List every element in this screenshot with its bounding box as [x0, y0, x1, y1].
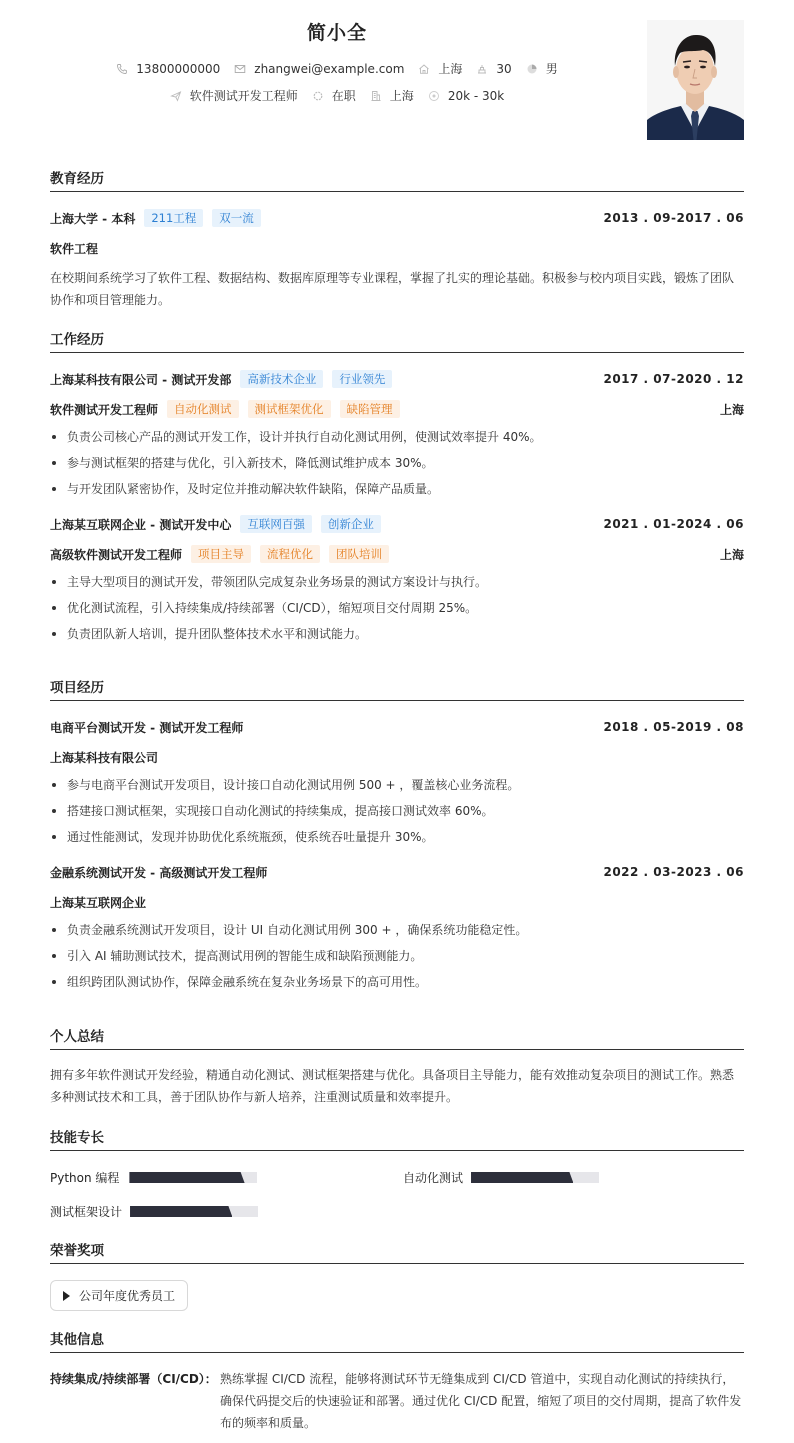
other-item: [50, 1368, 744, 1434]
skill-name: Python 编程: [50, 1171, 120, 1185]
bullet-item: 负责金融系统测试开发项目，设计 UI 自动化测试用例 300 + ，确保系统功能稳定性。: [50, 917, 744, 943]
home-icon: [418, 63, 430, 75]
work-bullets: [50, 569, 744, 647]
project-item: [50, 717, 744, 850]
resume-header: [50, 0, 744, 150]
bullet-item: 主导大型项目的测试开发，带领团队完成复杂业务场景的测试方案设计与执行。: [50, 569, 744, 595]
info-city: [418, 60, 462, 77]
age-icon: [476, 63, 488, 75]
position-name: 高级软件测试开发工程师: [50, 547, 183, 562]
candidate-name: 简小全: [306, 22, 367, 44]
bullet-item: 组织跨团队测试协作，保障金融系统在复杂业务场景下的高可用性。: [50, 969, 744, 995]
resume-page: [50, 0, 744, 1430]
project-date: 2018 . 05-2019 . 08: [603, 720, 744, 734]
info-salary: [428, 89, 504, 103]
work-date: 2021 . 01-2024 . 06: [603, 517, 744, 531]
work-location: 上海: [719, 402, 744, 417]
bullet-item: 负责公司核心产品的测试开发工作，设计并执行自动化测试用例，使测试效率提升 40%。: [50, 424, 744, 450]
work-position-row: [50, 399, 744, 419]
bullet-item: 搭建接口测试框架，实现接口自动化测试的持续集成，提高接口测试效率 60%。: [50, 798, 744, 824]
section-title-work: 工作经历: [50, 331, 744, 353]
project-company: 上海某互联网企业: [50, 895, 147, 910]
salary-text: 20k - 30k: [447, 88, 505, 103]
section-title-projects: 项目经历: [50, 679, 744, 701]
work-date: 2017 . 07-2020 . 12: [603, 372, 744, 386]
bullet-item: 引入 AI 辅助测试技术，提高测试用例的智能生成和缺陷预测能力。: [50, 943, 744, 969]
project-item: [50, 862, 744, 995]
section-title-education: 教育经历: [50, 170, 744, 192]
project-header-row: [50, 862, 744, 882]
skill-bar: [130, 1206, 258, 1217]
building-icon: [370, 90, 382, 102]
skill-item: [50, 1203, 258, 1220]
phone-icon: [116, 63, 128, 75]
skill-name: 自动化测试: [403, 1171, 464, 1185]
position-tag: 测试框架优化: [248, 400, 331, 418]
status-icon: [312, 90, 324, 102]
position-name: 软件测试开发工程师: [50, 402, 159, 417]
section-awards: [50, 1242, 744, 1322]
project-company-row: [50, 747, 744, 767]
bullet-item: 通过性能测试，发现并协助优化系统瓶颈，使系统吞吐量提升 30%。: [50, 824, 744, 850]
company-tag: 行业领先: [332, 370, 392, 388]
education-description: 在校期间系统学习了软件工程、数据结构、数据库原理等专业课程，掌握了扎实的理论基础。积极参与校内项目实践，锻炼了团队协作和项目管理能力。: [50, 271, 735, 307]
project-name: 金融系统测试开发 - 高级测试开发工程师: [50, 865, 268, 880]
position-text: 软件测试开发工程师: [189, 89, 298, 103]
gender-text: 男: [545, 62, 558, 76]
work-item: [50, 369, 744, 502]
skill-bar-fill: [130, 1206, 232, 1217]
work-position-row: [50, 544, 744, 564]
skill-item: [50, 1169, 257, 1186]
position-tag: 项目主导: [191, 545, 251, 563]
section-title-summary: 个人总结: [50, 1028, 744, 1050]
work-company-row: [50, 514, 744, 534]
phone-text: 13800000000: [136, 61, 221, 76]
award-name: 公司年度优秀员工: [79, 1289, 176, 1303]
send-icon: [170, 90, 182, 102]
section-summary: [50, 1028, 744, 1108]
major-row: [50, 238, 744, 258]
email-text: zhangwei@example.com: [254, 61, 405, 76]
project-company-row: [50, 892, 744, 912]
bullet-item: 参与测试框架的搭建与优化，引入新技术，降低测试维护成本 30%。: [50, 450, 744, 476]
position-tag: 流程优化: [260, 545, 320, 563]
project-bullets: [50, 772, 744, 850]
info-work-city: [370, 87, 414, 104]
work-city-text: 上海: [389, 89, 414, 103]
project-header-row: [50, 717, 744, 737]
contact-row: [50, 60, 624, 77]
avatar-photo: [647, 20, 744, 140]
city-text: 上海: [438, 62, 463, 76]
school-tag: 211工程: [144, 209, 203, 227]
work-item: [50, 514, 744, 647]
bullet-item: 与开发团队紧密协作，及时定位并推动解决软件缺陷，保障产品质量。: [50, 476, 744, 502]
skill-bar: [471, 1172, 599, 1183]
info-phone: [116, 62, 220, 76]
award-item[interactable]: [50, 1280, 188, 1311]
caret-right-icon: [63, 1291, 70, 1301]
project-date: 2022 . 03-2023 . 06: [603, 865, 744, 879]
company-name: 上海某互联网企业 - 测试开发中心: [50, 517, 232, 532]
info-status: [312, 87, 356, 104]
status-text: 在职: [331, 89, 356, 103]
company-tag: 互联网百强: [240, 515, 312, 533]
info-age: [476, 62, 511, 76]
bullet-item: 参与电商平台测试开发项目，设计接口自动化测试用例 500 + ，覆盖核心业务流程。: [50, 772, 744, 798]
education-item: [50, 208, 744, 311]
company-tag: 高新技术企业: [240, 370, 323, 388]
school-tag: 双一流: [212, 209, 261, 227]
position-tag: 团队培训: [329, 545, 389, 563]
summary-text: 拥有多年软件测试开发经验，精通自动化测试、测试框架搭建与优化。具备项目主导能力，能有效推动复杂项目的测试工作。熟悉多种测试技术和工具，善于团队协作与新人培养，注重测试质量和效率提升。: [50, 1068, 735, 1104]
section-education: [50, 170, 744, 311]
work-company-row: [50, 369, 744, 389]
project-name: 电商平台测试开发 - 测试开发工程师: [50, 720, 244, 735]
work-location: 上海: [719, 547, 744, 562]
company-name: 上海某科技有限公司 - 测试开发部: [50, 372, 232, 387]
section-title-skills: 技能专长: [50, 1129, 744, 1151]
education-date: 2013 . 09-2017 . 06: [603, 211, 744, 225]
section-other: [50, 1331, 744, 1434]
info-gender: [526, 60, 558, 77]
school-name: 上海大学 - 本科: [50, 211, 136, 226]
other-label: 持续集成/持续部署（CI/CD）：: [50, 1372, 217, 1386]
position-tag: 自动化测试: [167, 400, 239, 418]
skill-bar-fill: [471, 1172, 573, 1183]
mail-icon: [234, 63, 246, 75]
age-text: 30: [496, 61, 512, 76]
info-email: [234, 62, 404, 76]
education-header-row: [50, 208, 744, 228]
job-intent-row: [50, 87, 624, 104]
project-bullets: [50, 917, 744, 995]
work-bullets: [50, 424, 744, 502]
bullet-item: 负责团队新人培训，提升团队整体技术水平和测试能力。: [50, 621, 744, 647]
section-work: [50, 331, 744, 647]
skill-bar: [129, 1172, 257, 1183]
skill-name: 测试框架设计: [50, 1205, 123, 1219]
gender-icon: [526, 63, 538, 75]
section-skills: [50, 1129, 744, 1229]
skill-item: [403, 1169, 599, 1186]
company-tag: 创新企业: [321, 515, 381, 533]
info-position: [170, 87, 298, 104]
other-text: 熟练掌握 CI/CD 流程，能够将测试环节无缝集成到 CI/CD 管道中，实现自动化测试的持续执行，确保代码提交后的快速验证和部署。通过优化 CI/CD 配置，缩短了项目的交付周期，提高了软件发布的频率和质量。: [220, 1372, 742, 1430]
bullet-item: 优化测试流程，引入持续集成/持续部署（CI/CD），缩短项目交付周期 25%。: [50, 595, 744, 621]
skill-bar-fill: [129, 1172, 244, 1183]
section-title-other: 其他信息: [50, 1331, 744, 1353]
salary-icon: [428, 90, 440, 102]
section-title-awards: 荣誉奖项: [50, 1242, 744, 1264]
position-tag: 缺陷管理: [340, 400, 400, 418]
major-name: 软件工程: [50, 241, 99, 256]
project-company: 上海某科技有限公司: [50, 750, 159, 765]
section-projects: [50, 679, 744, 995]
